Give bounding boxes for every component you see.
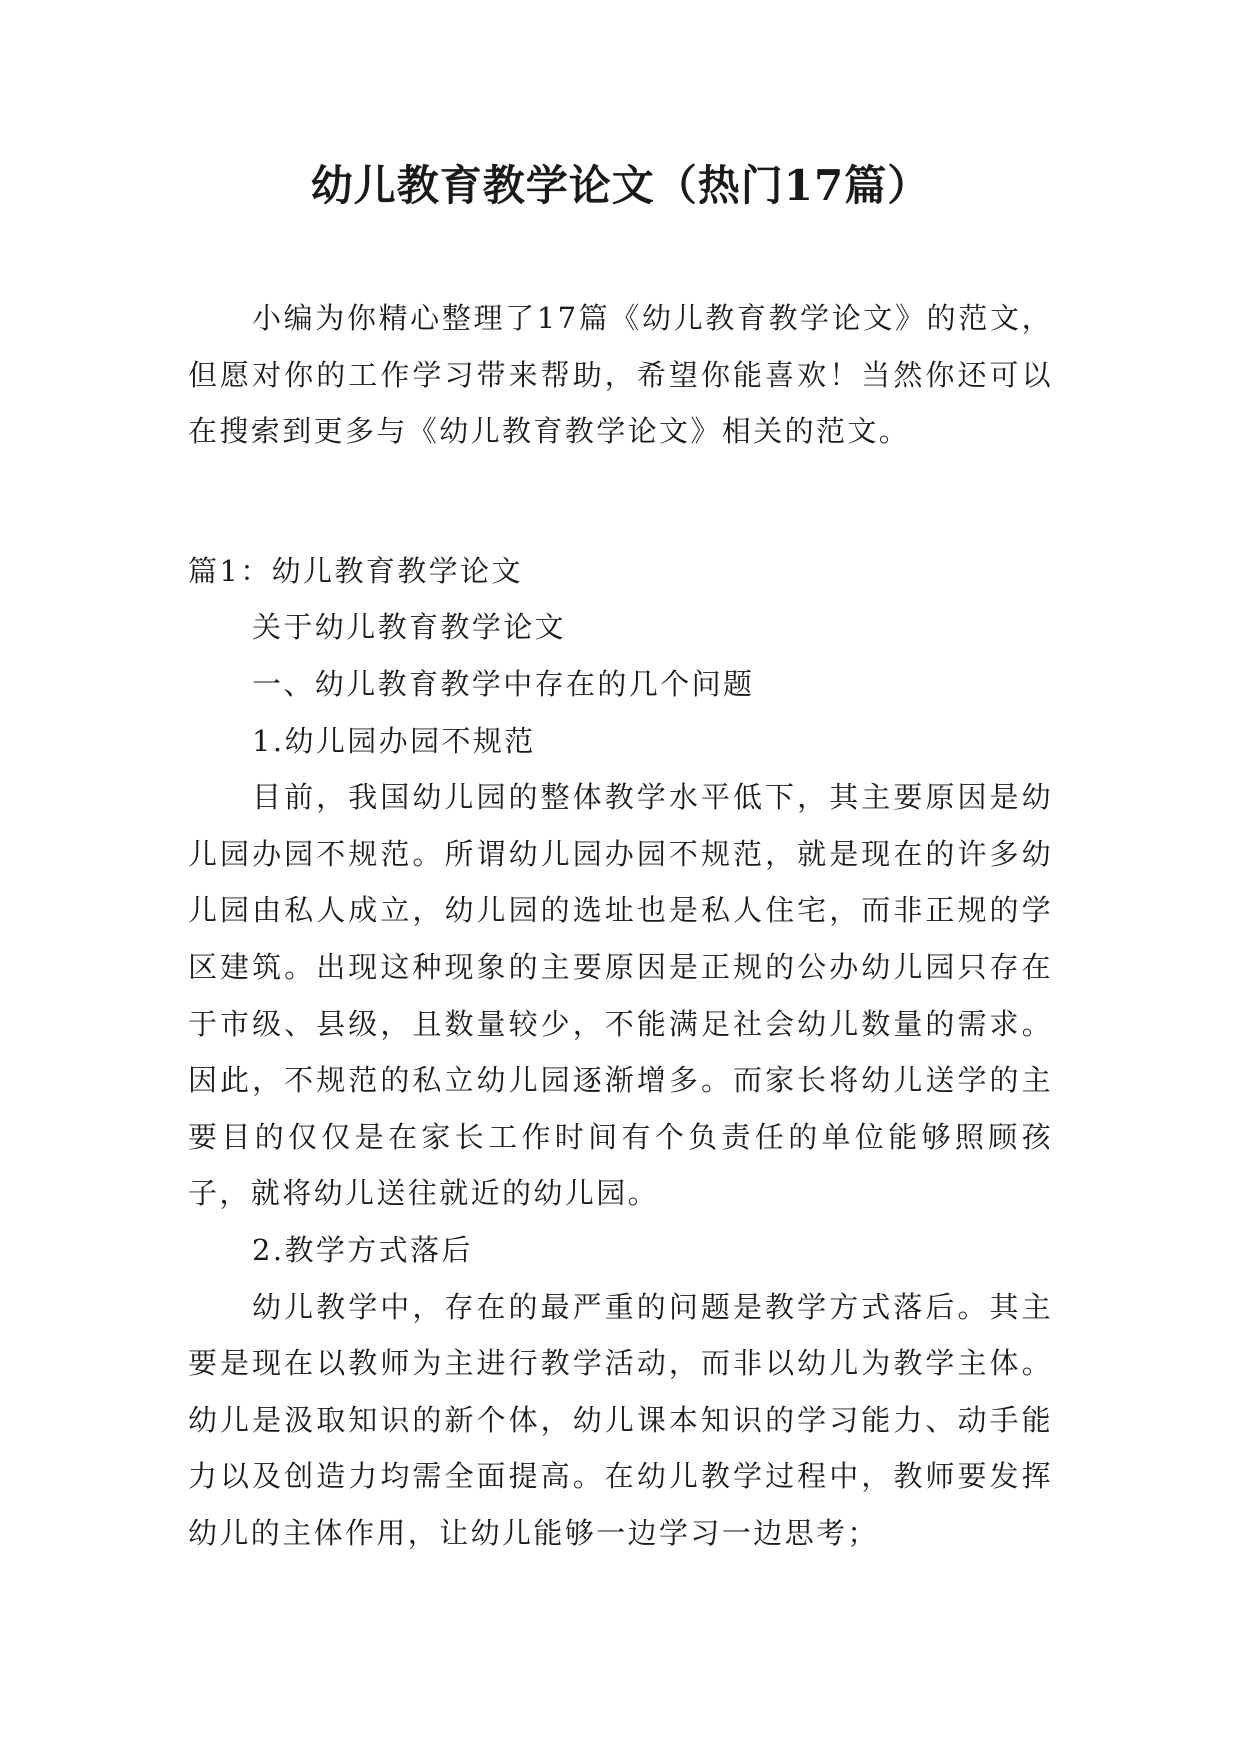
document-body: [188, 290, 1053, 1561]
intro-paragraph: 小编为你精心整理了17篇《幼儿教育教学论文》的范文，但愿对你的工作学习带来帮助，希望你能喜欢！当然你还可以在搜索到更多与《幼儿教育教学论文》相关的范文。: [188, 301, 1053, 449]
essay-subtitle: 关于幼儿教育教学论文: [252, 610, 567, 645]
subheading-1: 1.幼儿园办园不规范: [252, 723, 536, 758]
body-paragraph-1: 目前，我国幼儿园的整体教学水平低下，其主要原因是幼儿园办园不规范。所谓幼儿园办园不规范，就是现在的许多幼儿园由私人成立，幼儿园的选址也是私人住宅，而非正规的学区建筑。出现这种现象的主要原因是正规的公办幼儿园只存在于市级、县级，且数量较少，不能满足社会幼儿数量的需求。因此，不规范的私立幼儿园逐渐增多。而家长将幼儿送学的主要目的仅仅是在家长工作时间有个负责任的单位能够照顾孩子，就将幼儿送往就近的幼儿园。: [188, 780, 1053, 1211]
body-paragraph-2: 幼儿教学中，存在的最严重的问题是教学方式落后。其主要是现在以教师为主进行教学活动，而非以幼儿为教学主体。幼儿是汲取知识的新个体，幼儿课本知识的学习能力、动手能力以及创造力均需全面提高。在幼儿教学过程中，教师要发挥幼儿的主体作用，让幼儿能够一边学习一边思考；: [188, 1289, 1053, 1550]
document-title: 幼儿教育教学论文（热门17篇）: [310, 161, 931, 210]
heading-1: 一、幼儿教育教学中存在的几个问题: [252, 666, 755, 701]
section-heading: 篇1：幼儿教育教学论文: [188, 553, 523, 588]
subheading-2: 2.教学方式落后: [252, 1232, 473, 1267]
